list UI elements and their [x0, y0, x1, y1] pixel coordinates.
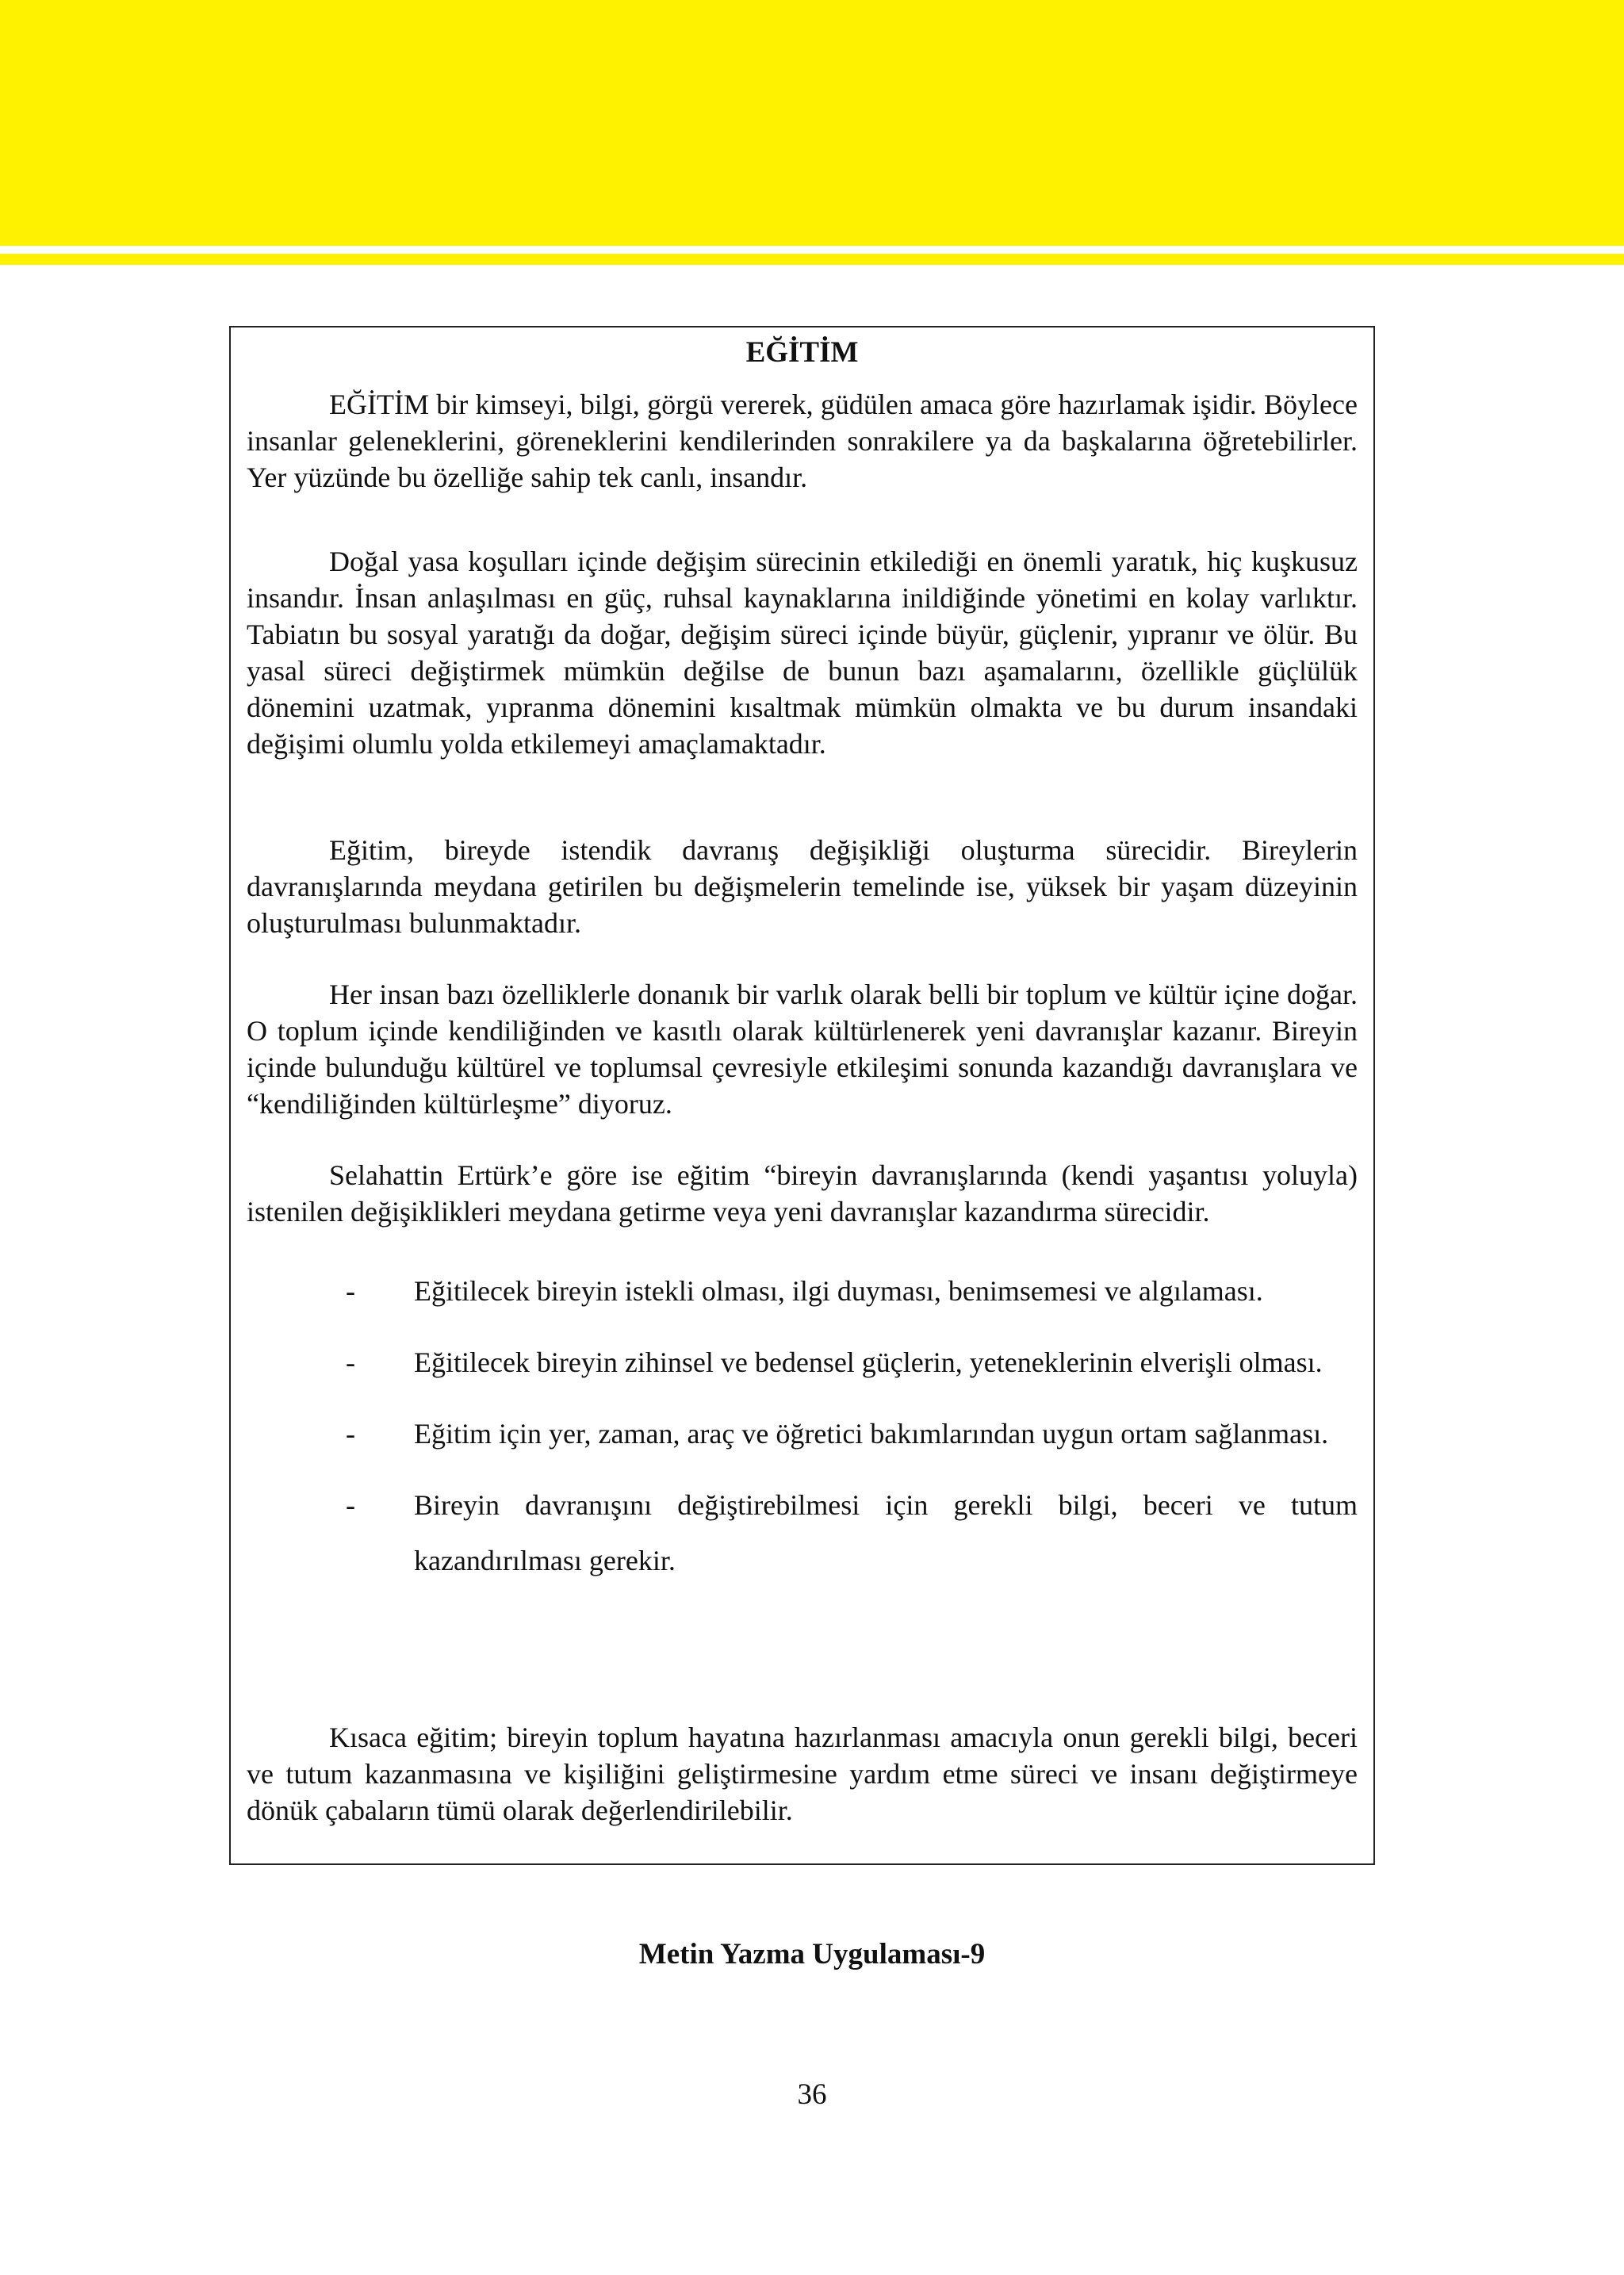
closing-paragraph: Kısaca eğitim; bireyin toplum hayatına hazırlanması amacıyla onun gerekli bilgi, beceri ve tutum kazanmasına ve kişiliğini geliştirmesine yardım etme süreci ve insanı değiştirmeye dönük çabaların tümü olarak değerlendirilebilir. [247, 1722, 1358, 1826]
paragraph-5: Selahattin Ertürk’e göre ise eğitim “bireyin davranışlarında (kendi yaşantısı yoluyla) istenilen değişiklikleri meydana getirme veya yeni davranışlar kazandırma sürecidir. [247, 1159, 1358, 1228]
list-item-text: Eğitim için yer, zaman, araç ve öğretici bakımlarından uygun ortam sağlanması. [414, 1418, 1329, 1450]
section-title: Metin Yazma Uygulaması-9 [638, 1938, 986, 1971]
paragraph-4: Her insan bazı özelliklerle donanık bir varlık olarak belli bir toplum ve kültür içine doğar. O toplum içinde kendiliğinden ve kasıtlı olarak kültürlenerek yeni davranışlar kazanır. Bireyin içinde bulunduğu kültürel ve toplumsal çevresiyle etkileşimi sonunda kazandığı davranışlara ve “kendiliğinden kültürleşme” diyoruz. [247, 979, 1358, 1120]
list-item [247, 1335, 1358, 1390]
requirements-list [247, 1263, 1358, 1604]
dash-marker: - [346, 1275, 355, 1307]
paragraph-3: Eğitim, bireyde istendik davranış değişikliği oluşturma sürecidir. Bireylerin davranışlarında meydana getirilen bu değişmelerin temelinde ise, yüksek bir yaşam düzeyinin oluşturulması bulunmaktadır. [247, 834, 1358, 939]
dash-marker: - [346, 1489, 355, 1521]
list-item [247, 1477, 1358, 1588]
list-item-text: Eğitilecek bireyin istekli olması, ilgi duyması, benimsemesi ve algılaması. [414, 1275, 1263, 1307]
list-item [247, 1406, 1358, 1461]
page-number: 36 [797, 2078, 827, 2111]
dash-marker: - [346, 1346, 355, 1378]
dash-marker: - [346, 1418, 355, 1450]
content-box [229, 326, 1375, 1865]
box-title: EĞİTİM [745, 336, 859, 369]
header-stripe [0, 254, 1624, 265]
header-banner [0, 0, 1624, 246]
list-item-text: Bireyin davranışını değiştirebilmesi için gerekli bilgi, beceri ve tutum kazandırılması gerekir. [414, 1489, 1358, 1576]
list-item [247, 1263, 1358, 1319]
list-item-text: Eğitilecek bireyin zihinsel ve bedensel güçlerin, yeteneklerinin elverişli olması. [414, 1346, 1323, 1378]
paragraph-2: Doğal yasa koşulları içinde değişim sürecinin etkilediği en önemli yaratık, hiç kuşkusuz insandır. İnsan anlaşılması en güç, ruhsal kaynaklarına inildiğinde yönetimi en kolay varlıktır. Tabiatın bu sosyal yaratığı da doğar, değişim süreci içinde büyür, güçlenir, yıpranır ve ölür. Bu yasal süreci değiştirmek mümkün değilse de bunun bazı aşamalarını, özellikle güçlülük dönemini uzatmak, yıpranma dönemini kısaltmak mümkün olmakta ve bu durum insandaki değişimi olumlu yolda etkilemeyi amaçlamaktadır. [247, 546, 1358, 760]
paragraph-1: EĞİTİM bir kimseyi, bilgi, görgü vererek, güdülen amaca göre hazırlamak işidir. Böylece insanlar geleneklerini, göreneklerini kendilerinden sonrakilere ya da başkalarına öğretebilirler. Yer yüzünde bu özelliğe sahip tek canlı, insandır. [247, 389, 1358, 493]
